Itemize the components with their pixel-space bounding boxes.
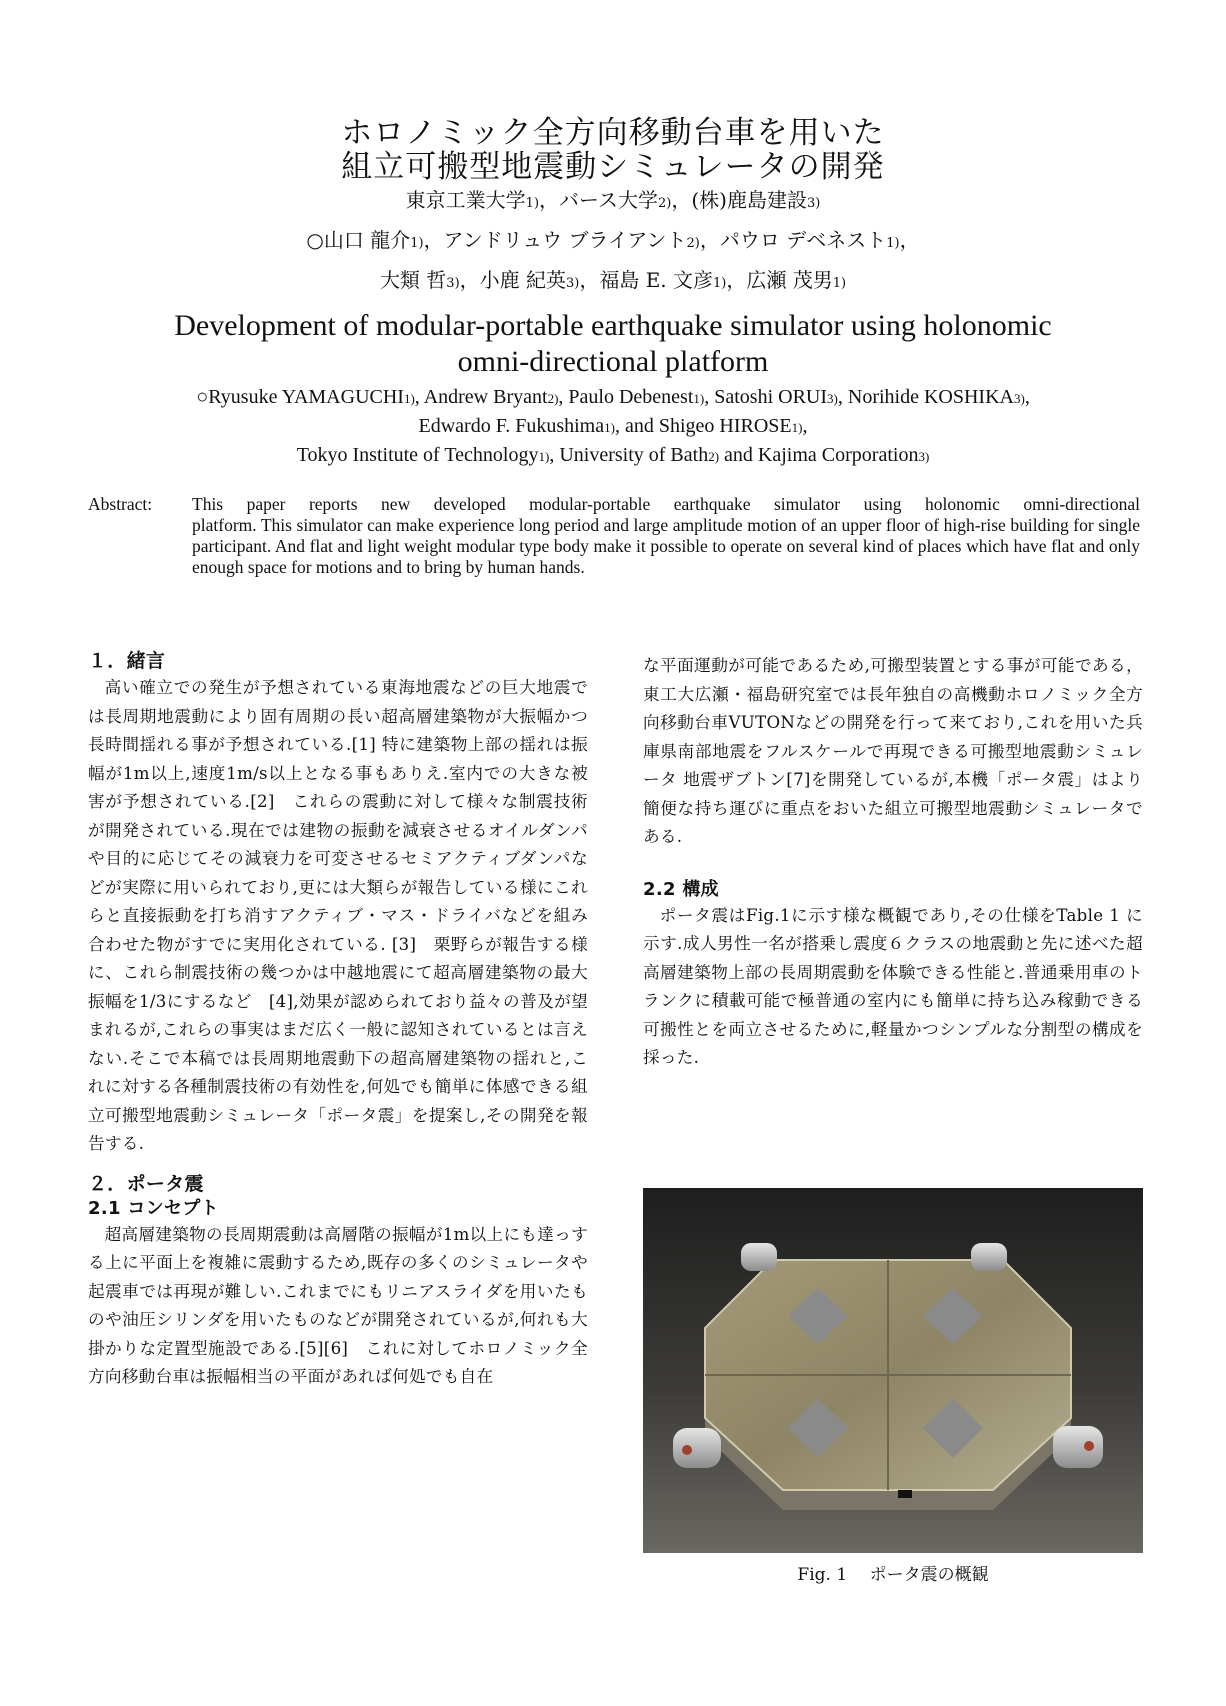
left-column (88, 648, 588, 1392)
section-2-heading: ２．ポータ震 (88, 1172, 204, 1195)
abstract-line1: This paper reports new developed modular-portable earthquake simulator using holonomic omni-directional (192, 494, 1140, 514)
abstract (88, 494, 1140, 578)
section-1-heading: １．緒言 (88, 650, 166, 672)
abstract-label: Abstract: (88, 494, 153, 514)
section-2-2-text: ポータ震はFig.1に示す様な概観であり,その仕様をTable 1 に示す.成人男性一名が搭乗し震度６クラスの地震動と先に述べた超高層建築物上部の長周期震動を体験できる性能と.普通乗用車のトランクに積載可能で極普通の室内にも簡単に持ち込み稼動できる可搬性とを両立させるために,軽量かつシンプルな分割型の構成を採った. (643, 905, 1143, 1067)
section-2-2-heading: 2.2 構成 (643, 878, 719, 900)
section-2-1-text-cont: な平面運動が可能であるため,可搬型装置とする事が可能である，東工大広瀬・福島研究室では長年独自の高機動ホロノミック全方向移動台車VUTONなどの開発を行って来ており,これを用いた兵庫県南部地震をフルスケールで再現できる可搬型地震動シミュレータ 地震ザブトン[7]を開発しているが,本機「ポータ震」はより簡便な持ち運びに重点をおいた組立可搬型地震動シミュレータである. (643, 656, 1143, 846)
section-1-text: 高い確立での発生が予想されている東海地震などの巨大地震では長周期地震動により固有周期の長い超高層建築物が大振幅かつ長時間揺れる事が予想されている.[1] 特に建築物上部の揺れは振幅が1m以上,速度1m/s以上となる事もありえ.室内での大きな被害が予想されている.[2] これらの震動に対して様々な制震技術が開発されている.現在では建物の振動を減衰させるオイルダンパや目的に応じてその減衰力を可変させるセミアクティブダンパなどが実際に用いられており,更には大類らが報告している様にこれらと直接振動を打ち消すアクティブ・マス・ドライバなどを組み合わせた物がすでに実用化されている. [3] 栗野らが報告する様に、これら制震技術の幾つかは中越地震にて超高層建築物の最大振幅を1/3にするなど [4],効果が認められており益々の普及が望まれるが,これらの事実はまだ広く一般に認知されているとは言えない.そこで本稿では長周期地震動下の超高層建築物の揺れと,これに対する各種制震技術の有効性を,何処でも簡単に体感できる組立可搬型地震動シミュレータ「ポータ震」を提案し,その開発を報告する. (88, 678, 588, 1153)
section-2-1-heading: 2.1 コンセプト (88, 1197, 219, 1219)
authors-en-line1: ○Ryusuke YAMAGUCHI1), Andrew Bryant2), Paulo Debenest1), Satoshi ORUI3), Norihide KOSHIKA3), (196, 386, 1030, 408)
title-en-line2: omni-directional platform (457, 345, 769, 378)
authors-ja-line2: 大類 哲3)，小鹿 紀英3)，福島 E. 文彦1)，広瀬 茂男1) (379, 268, 847, 292)
affiliations-ja: 東京工業大学1)，バース大学2)，(株)鹿島建設3) (405, 188, 821, 212)
authors-en-line2: Edwardo F. Fukushima1), and Shigeo HIROSE1), (418, 415, 808, 437)
affiliations-en: Tokyo Institute of Technology1), University of Bath2) and Kajima Corporation3) (296, 444, 930, 466)
abstract-body: platform. This simulator can make experience long period and large amplitude motion of an upper floor of high-rise building for single participant. And flat and light weight modular type body make it possible to operate on several kind of places which have flat and only enough space for motions and to bring by human hands. (192, 515, 1140, 577)
section-2-1-text: 超高層建築物の長周期震動は高層階の振幅が1m以上にも達っする上に平面上を複雑に震動するため,既存の多くのシミュレータや起震車では再現が難しい.これまでにもリニアスライダを用いたものや油圧シリンダを用いたものなどが開発されているが,何れも大掛かりな定置型施設である.[5][6] これに対してホロノミック全方向移動台車は振幅相当の平面があれば何処でも自在 (88, 1224, 588, 1386)
figure-1-photo (643, 1188, 1143, 1553)
title-ja-line1: ホロノミック全方向移動台車を用いた (341, 115, 885, 151)
title-ja-line2: 組立可搬型地震動シミュレータの開発 (341, 149, 885, 185)
title-en-line1: Development of modular-portable earthquake simulator using holonomic (174, 309, 1052, 342)
authors-ja-line1: ○山口 龍介1)，アンドリュウ ブライアント2)，パウロ デベネスト1)， (306, 228, 920, 252)
figure-1-caption: Fig. 1 ポータ震の概観 (797, 1565, 989, 1585)
right-column (643, 652, 1143, 1073)
platform-illustration (643, 1188, 1143, 1553)
